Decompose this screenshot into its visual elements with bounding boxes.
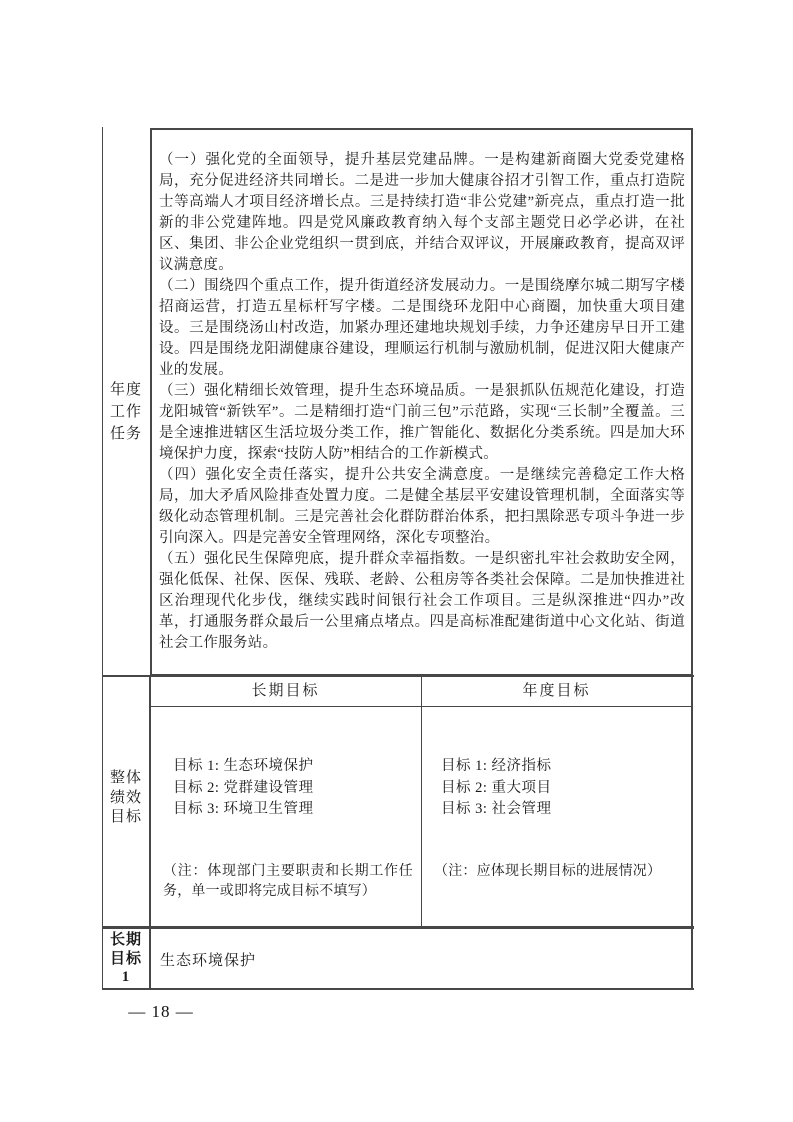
goal-columns-divider <box>421 676 423 928</box>
annual-tasks-label-line: 任务 <box>109 426 142 442</box>
lt1-label-line: 目标 <box>109 950 142 967</box>
annual-tasks-content-cell <box>150 128 693 676</box>
table-bottom-border <box>102 988 694 990</box>
long-term-goal-1-row-label <box>102 931 150 987</box>
annual-tasks-row-label <box>102 379 150 445</box>
annual-goal-header: 年度目标 <box>522 683 591 699</box>
page-number: — 18 — <box>128 1002 194 1021</box>
goal-item: 目标 2: 重大项目 <box>441 779 552 796</box>
goal-item: 目标 1: 生态环境保护 <box>173 758 314 774</box>
annual-tasks-label-line: 工作 <box>109 404 142 420</box>
annual-tasks-label-line: 年度 <box>109 382 142 398</box>
task-paragraph-3: （三）强化精细长效管理，提升生态环境品质。一是狠抓队伍规范化建设，打造龙阳城管“新铁军”。二是精细打造“门前三包”示范路，实现“三长制”全覆盖。三是全速推进辖区生活垃圾分类工作，推广智能化、数据化分类系统。四是加大环境保护力度，探索“技防人防”相结合的工作新模式。 <box>159 383 685 462</box>
lt1-label-line: 1 <box>121 969 131 985</box>
long-term-goal-header: 长期目标 <box>251 683 320 699</box>
goal-item: 目标 1: 经济指标 <box>441 758 552 774</box>
table-right-border <box>691 676 693 990</box>
row3-top-border <box>102 926 694 929</box>
performance-label-line: 目标 <box>109 809 142 825</box>
annual-goal-note: （注：应体现长期目标的进展情况） <box>434 864 662 879</box>
task-paragraph-4: （四）强化安全责任落实，提升公共安全满意度。一是继续完善稳定工作大格局，加大矛盾风险排查处置力度。二是健全基层平安建设管理机制，全面落实等级化动态管理机制。三是完善社会化群防群治体系，把扫黑除恶专项斗争进一步引向深入。四是完善安全管理网络，深化专项整治。 <box>159 467 685 546</box>
performance-row-label <box>102 769 150 828</box>
goal-item: 目标 3: 环境卫生管理 <box>173 801 314 817</box>
task-paragraph-1: （一）强化党的全面领导，提升基层党建品牌。一是构建新商圈大党委党建格局，充分促进经济共同增长。二是进一步加大健康谷招才引智工作，重点打造院士等高端人才项目经济增长点。三是持续打造“非公党建”新亮点，重点打造一批新的非公党建阵地。四是党风廉政教育纳入每个支部主题党日必学必讲，在社区、集团、非公企业党组织一贯到底，并结合双评议，开展廉政教育，提高双评议满意度。 <box>159 152 685 273</box>
long-term-goal-note: （注：体现部门主要职责和长期工作任务，单一或即将完成目标不填写） <box>163 864 413 899</box>
table-left-border <box>102 127 104 990</box>
long-term-goal-1-value: 生态环境保护 <box>160 953 257 969</box>
goal-item: 目标 3: 社会管理 <box>441 801 552 817</box>
lt1-label-line: 长期 <box>109 932 142 948</box>
performance-label-line: 绩效 <box>109 789 142 806</box>
long-term-goal-list <box>173 756 314 821</box>
performance-label-line: 整体 <box>109 770 142 786</box>
annual-goal-list <box>441 756 552 821</box>
task-paragraph-2: （二）围绕四个重点工作，提升街道经济发展动力。一是围绕摩尔城二期写字楼招商运营，打造五星标杆写字楼。二是围绕环龙阳中心商圈，加快重大项目建设。三是围绕汤山村改造，加紧办理还建地块规划手续，力争还建房早日开工建设。四是围绕龙阳湖健康谷建设，理顺运行机制与激励机制，促进汉阳大健康产业的发展。 <box>159 278 685 378</box>
goal-item: 目标 2: 党群建设管理 <box>173 779 314 796</box>
task-paragraph-5: （五）强化民生保障兜底，提升群众幸福指数。一是织密扎牢社会救助安全网，强化低保、社保、医保、残联、老龄、公租房等各类社会保障。二是加快推进社区治理现代化步伐，继续实践时间银行社会工作项目。三是纵深推进“四办”改革，打通服务群众最后一公里痛点堵点。四是高标准配建街道中心文化站、街道社会工作服务站。 <box>159 551 685 651</box>
